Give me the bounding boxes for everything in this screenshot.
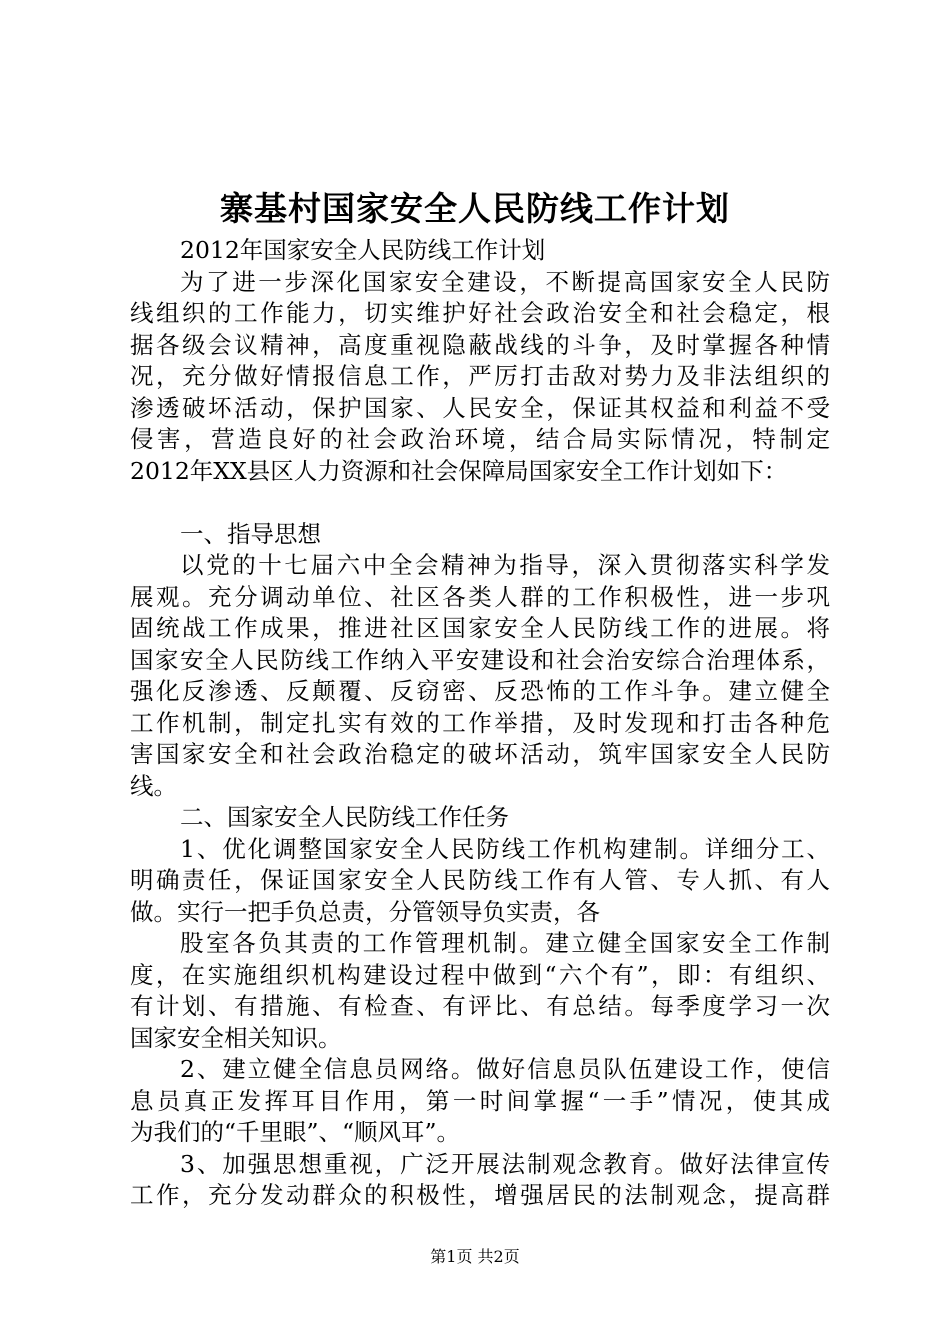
body-line: 渗透破坏活动，保护国家、人民安全，保证其权益和利益不受 xyxy=(130,393,830,422)
body-line: 息员真正发挥耳目作用，第一时间掌握“一手”情况，使其成 xyxy=(130,1086,830,1115)
body-line: 线。 xyxy=(130,771,177,800)
body-line: 况，充分做好情报信息工作，严厉打击敌对势力及非法组织的 xyxy=(130,362,830,390)
blank-line xyxy=(130,487,830,519)
body-line: 据各级会议精神，高度重视隐蔽战线的斗争，及时掌握各种情 xyxy=(130,330,830,359)
body-line: 线组织的工作能力，切实维护好社会政治安全和社会稳定，根 xyxy=(130,299,830,327)
body-line: 2012年国家安全人民防线工作计划 xyxy=(180,236,546,264)
body-line: 国家安全相关知识。 xyxy=(130,1023,342,1052)
body-line: 工作，充分发动群众的积极性，增强居民的法制观念，提高群 xyxy=(130,1181,830,1209)
body-line: 以党的十七届六中全会精神为指导，深入贯彻落实科学发 xyxy=(180,551,830,579)
body-line: 二、国家安全人民防线工作任务 xyxy=(180,803,509,831)
page-footer: 第1页 共2页 xyxy=(430,1247,520,1266)
document-title: 寨基村国家安全人民防线工作计划 xyxy=(220,189,730,228)
body-line: 侵害，营造良好的社会政治环境，结合局实际情况，特制定 xyxy=(130,425,830,453)
body-line: 明确责任，保证国家安全人民防线工作有人管、专人抓、有人 xyxy=(130,866,830,894)
body-line: 2012年XX县区人力资源和社会保障局国家安全工作计划如下： xyxy=(130,456,788,485)
body-line: 3、加强思想重视，广泛开展法制观念教育。做好法律宣传 xyxy=(180,1149,830,1178)
body-line: 为了进一步深化国家安全建设，不断提高国家安全人民防 xyxy=(180,267,830,296)
body-line: 做。实行一把手负总责，分管领导负实责，各 xyxy=(130,897,600,926)
body-line: 工作机制，制定扎实有效的工作举措，及时发现和打击各种危 xyxy=(130,708,830,737)
body-line: 2、建立健全信息员网络。做好信息员队伍建设工作，使信 xyxy=(180,1055,830,1083)
body-line: 展观。充分调动单位、社区各类人群的工作积极性，进一步巩 xyxy=(130,582,830,611)
document-body xyxy=(130,235,830,1212)
body-line: 度，在实施组织机构建设过程中做到“六个有”，即：有组织、 xyxy=(130,960,830,989)
body-line: 强化反渗透、反颠覆、反窃密、反恐怖的工作斗争。建立健全 xyxy=(130,677,830,705)
body-line: 国家安全人民防线工作纳入平安建设和社会治安综合治理体系， xyxy=(130,645,830,674)
body-line: 固统战工作成果，推进社区国家安全人民防线工作的进展。将 xyxy=(130,614,830,642)
body-line: 害国家安全和社会政治稳定的破坏活动，筑牢国家安全人民防 xyxy=(130,740,830,768)
body-line: 有计划、有措施、有检查、有评比、有总结。每季度学习一次 xyxy=(130,992,830,1020)
body-line: 一、指导思想 xyxy=(180,519,321,548)
body-line: 股室各负其责的工作管理机制。建立健全国家安全工作制 xyxy=(180,929,830,957)
body-line: 1、优化调整国家安全人民防线工作机构建制。详细分工、 xyxy=(180,834,830,863)
body-line: 为我们的“千里眼”、“顺风耳”。 xyxy=(130,1118,461,1146)
